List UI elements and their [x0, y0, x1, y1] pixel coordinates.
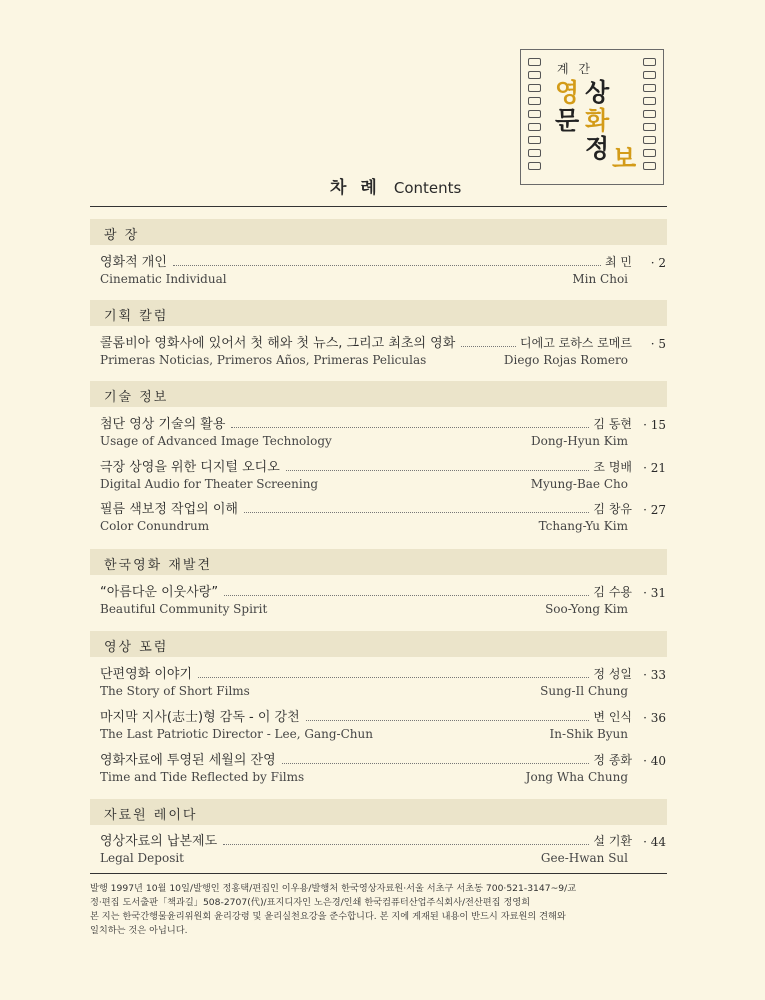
- entry-title: 영화적 개인: [100, 255, 167, 270]
- entry-page: · 27: [643, 503, 666, 517]
- entry-title-english: Digital Audio for Theater Screening: [100, 477, 319, 491]
- entry-title-english: Legal Deposit: [100, 851, 185, 865]
- entry-title: “아름다운 이웃사랑”: [100, 585, 219, 600]
- toc-entry[interactable]: [100, 333, 666, 375]
- entry-page: · 40: [643, 754, 666, 768]
- section-header: [90, 549, 667, 575]
- entry-author: 김 동현: [593, 417, 632, 431]
- entry-title: 단편영화 이야기: [100, 667, 193, 682]
- logo-char: 화: [585, 106, 610, 135]
- section-title: 기술 정보: [104, 390, 169, 405]
- toc-entry[interactable]: [100, 499, 666, 541]
- toc-entry[interactable]: [100, 582, 666, 624]
- divider: [90, 206, 667, 207]
- entry-author: 정 성일: [593, 667, 632, 681]
- entry-title-english: Color Conundrum: [100, 519, 210, 533]
- colophon-line: 발행 1997년 10월 10일/발행인 정홍택/편집인 이우용/발행처 한국영상자료원·서울 서초구 서초동 700·521-3147~9/교: [90, 883, 577, 894]
- section-title: 영상 포럼: [104, 640, 169, 655]
- title-english: Contents: [393, 179, 462, 197]
- logo-char: 정: [585, 134, 610, 163]
- entry-author-english: Diego Rojas Romero: [503, 353, 628, 367]
- entry-title: 마지막 지사(志士)형 감독 - 이 강천: [100, 710, 300, 725]
- toc-entry[interactable]: [100, 252, 666, 294]
- entry-author: 김 수용: [593, 585, 632, 599]
- entry-title: 극장 상영을 위한 디지털 오디오: [100, 460, 280, 475]
- section-header: [90, 631, 667, 657]
- logo-quarterly-label: 계 간: [557, 62, 593, 76]
- entry-author: 변 인식: [593, 710, 632, 724]
- toc-entry[interactable]: [100, 457, 666, 499]
- entry-page: · 15: [643, 418, 666, 432]
- page-title: [330, 173, 461, 198]
- toc-entry[interactable]: [100, 831, 666, 873]
- entry-page: · 5: [650, 337, 666, 351]
- entry-author: 조 명배: [593, 460, 632, 474]
- entry-title-english: Time and Tide Reflected by Films: [100, 770, 305, 784]
- magazine-logo: [520, 49, 664, 185]
- entry-author-english: In-Shik Byun: [549, 727, 628, 741]
- entry-author: 디에고 로하스 로메르: [520, 336, 632, 350]
- entry-author-english: Min Choi: [572, 272, 628, 286]
- entry-author-english: Soo-Yong Kim: [545, 602, 628, 616]
- entry-title-english: Primeras Noticias, Primeros Años, Primeras Peliculas: [100, 353, 427, 367]
- colophon-line: 본 지는 한국간행물윤리위원회 윤리강령 및 윤리실천요강을 준수합니다. 본 지에 게재된 내용이 반드시 자료원의 견해와: [90, 911, 566, 922]
- logo-char: 영: [555, 78, 580, 107]
- film-perforation-right: [643, 58, 656, 175]
- entry-title-english: The Story of Short Films: [100, 684, 250, 698]
- section-header: [90, 300, 667, 326]
- toc-entry[interactable]: [100, 414, 666, 456]
- section-title: 광 장: [104, 228, 140, 243]
- section-title: 자료원 레이다: [104, 808, 198, 823]
- entry-author-english: Myung-Bae Cho: [530, 477, 628, 491]
- logo-char: 보: [612, 144, 637, 173]
- entry-page: · 33: [643, 668, 666, 682]
- entry-page: · 31: [643, 586, 666, 600]
- footer-divider: [90, 873, 667, 874]
- entry-title: 영상자료의 납본제도: [100, 834, 218, 849]
- entry-page: · 36: [643, 711, 666, 725]
- section-header: [90, 381, 667, 407]
- entry-author: 최 민: [605, 255, 632, 269]
- toc-entry[interactable]: [100, 664, 666, 706]
- entry-title: 영화자료에 투영된 세월의 잔영: [100, 753, 276, 768]
- toc-entry[interactable]: [100, 750, 666, 792]
- logo-char: 상: [585, 78, 610, 107]
- entry-title: 필름 색보정 작업의 이해: [100, 502, 238, 517]
- entry-page: · 2: [650, 256, 666, 270]
- film-perforation-left: [528, 58, 541, 175]
- entry-author-english: Jong Wha Chung: [525, 770, 628, 784]
- entry-author: 정 종화: [593, 753, 632, 767]
- title-korean: 차 례: [330, 178, 381, 198]
- section-header: [90, 219, 667, 245]
- entry-author-english: Tchang-Yu Kim: [538, 519, 628, 533]
- colophon: [90, 882, 670, 938]
- toc-entry[interactable]: [100, 707, 666, 749]
- entry-author-english: Dong-Hyun Kim: [530, 434, 628, 448]
- entry-title-english: Usage of Advanced Image Technology: [100, 434, 332, 448]
- entry-author-english: Sung-Il Chung: [540, 684, 628, 698]
- section-title: 기획 칼럼: [104, 309, 169, 324]
- colophon-line: 일치하는 것은 아닙니다.: [90, 925, 188, 936]
- entry-author: 설 기환: [593, 834, 632, 848]
- entry-title-english: Cinematic Individual: [100, 272, 227, 286]
- entry-title-english: Beautiful Community Spirit: [100, 602, 268, 616]
- entry-author: 김 창유: [593, 502, 632, 516]
- entry-title-english: The Last Patriotic Director - Lee, Gang-Chun: [100, 727, 373, 741]
- section-header: [90, 799, 667, 825]
- logo-char: 문: [555, 106, 580, 135]
- colophon-line: 정·편집 도서출판「책과길」508-2707(代)/표지디자인 노은경/인쇄 한국컴퓨터산업주식회사/전산편집 정영희: [90, 897, 531, 908]
- entry-page: · 44: [643, 835, 666, 849]
- section-title: 한국영화 재발견: [104, 558, 213, 573]
- entry-page: · 21: [643, 461, 666, 475]
- entry-title: 콜롬비아 영화사에 있어서 첫 해와 첫 뉴스, 그리고 최초의 영화: [100, 336, 456, 351]
- entry-author-english: Gee-Hwan Sul: [540, 851, 628, 865]
- entry-title: 첨단 영상 기술의 활용: [100, 417, 226, 432]
